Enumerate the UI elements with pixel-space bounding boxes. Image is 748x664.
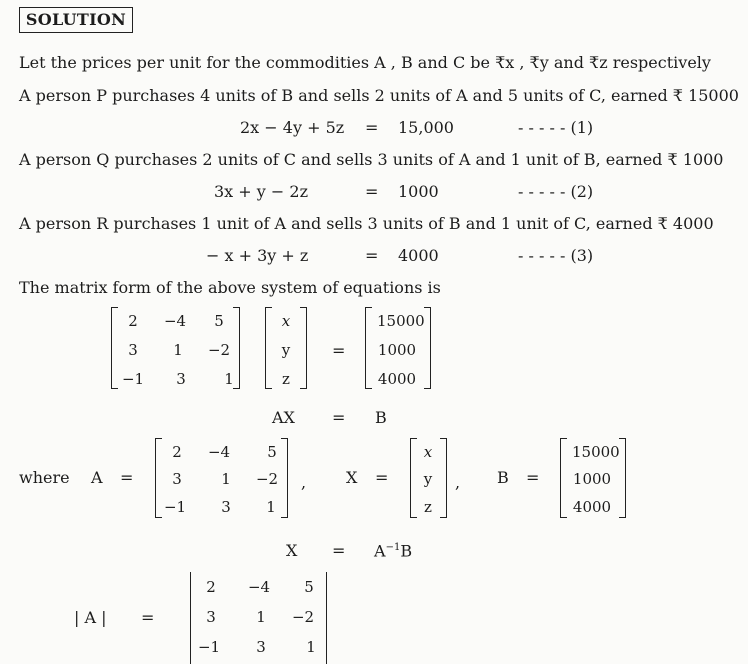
solution-x-label: X [286,541,298,560]
matrix-a-cell: −2 [207,341,231,359]
equation-1-tag: - - - - - (1) [518,118,594,137]
equation-2-tag: - - - - - (2) [518,182,594,201]
person-q-text: A person Q purchases 2 units of C and sells 3 units of A and 1 unit of B, earned ₹ 1000 [19,150,724,169]
comma-after-x: , [455,473,461,492]
vector-b-cell: 1000 [377,341,417,359]
vector-b2-cell: 1000 [572,470,612,488]
equation-2-lhs: 3x + y − 2z [214,182,309,201]
equation-2-equals: = [365,182,379,201]
ax-label: AX [272,408,295,427]
equation-1-rhs: 15,000 [398,118,454,137]
det-cell: −4 [247,578,271,596]
matrix-intro-text: The matrix form of the above system of equations is [19,278,441,297]
where-text: where [19,468,70,487]
b-label: B [375,408,387,427]
det-cell: −2 [291,608,315,626]
vector-x-cell: z [282,370,290,388]
matrix-a2-cell: −4 [207,443,231,461]
vector-x2-cell: z [424,498,432,516]
det-cell: −1 [197,638,221,656]
matrix-equation-1-equals: = [332,341,346,360]
det-cell: 3 [256,638,266,656]
equation-1-lhs: 2x − 4y + 5z [240,118,345,137]
det-a-label: | A | [74,608,107,627]
ax-equals: = [332,408,346,427]
matrix-a2-cell: 2 [172,443,182,461]
matrix-a-cell: 2 [128,312,138,330]
a-inverse-base: A [374,541,386,561]
equation-3-lhs: − x + 3y + z [206,246,309,265]
matrix-a2-cell: 5 [267,443,277,461]
matrix-a2-cell: −1 [163,498,187,516]
vector-b2-left-bracket [560,438,567,518]
det-cell: 3 [206,608,216,626]
vector-b-cell: 15000 [377,312,425,330]
vector-x-cell: y [281,341,291,359]
equation-1-equals: = [365,118,379,137]
vector-b2-cell: 15000 [572,443,620,461]
det-cell: 2 [206,578,216,596]
a-label: A [91,468,103,487]
matrix-a-cell: 3 [176,370,186,388]
matrix-a2-cell: 1 [266,498,276,516]
matrix-a2-cell: −2 [255,470,279,488]
det-cell: 1 [306,638,316,656]
matrix-a-cell: −1 [121,370,145,388]
x-equals: = [375,468,389,487]
matrix-a-cell: 1 [173,341,183,359]
intro-text: Let the prices per unit for the commodities A , B and C be ₹x , ₹y and ₹z respectively [19,53,711,72]
equation-2-rhs: 1000 [398,182,439,201]
matrix-a2-cell: 3 [221,498,231,516]
equation-3-rhs: 4000 [398,246,439,265]
vector-b2-cell: 4000 [572,498,612,516]
solution-equals: = [332,541,346,560]
vector-x2-cell: x [423,443,433,461]
person-r-text: A person R purchases 1 unit of A and sells 3 units of B and 1 unit of C, earned ₹ 4000 [19,214,714,233]
matrix-a2-cell: 1 [221,470,231,488]
a-equals: = [120,468,134,487]
det-equals: = [141,608,155,627]
matrix-a-cell: −4 [163,312,187,330]
comma-after-a: , [301,473,307,492]
vector-x2-cell: y [423,470,433,488]
inverse-superscript: −1 [385,542,401,553]
matrix-a-cell: 5 [214,312,224,330]
person-p-text: A person P purchases 4 units of B and sells 2 units of A and 5 units of C, earned ₹ 15000 [19,86,739,105]
b2-label: B [497,468,509,487]
equation-3-tag: - - - - - (3) [518,246,594,265]
b2-equals: = [526,468,540,487]
a-inverse-b-operand: B [400,541,413,561]
vector-b2-right-bracket [619,438,626,518]
det-cell: 1 [256,608,266,626]
vector-b-right-bracket [424,307,431,389]
x-label: X [346,468,358,487]
det-cell: 5 [304,578,314,596]
equation-3-equals: = [365,246,379,265]
matrix-a-cell: 1 [224,370,234,388]
matrix-a2-cell: 3 [172,470,182,488]
vector-b-left-bracket [365,307,372,389]
vector-b-cell: 4000 [377,370,417,388]
matrix-a-cell: 3 [128,341,138,359]
a-inverse-b [374,543,412,559]
solution-heading: SOLUTION [19,7,133,33]
vector-x-cell: x [281,312,291,330]
